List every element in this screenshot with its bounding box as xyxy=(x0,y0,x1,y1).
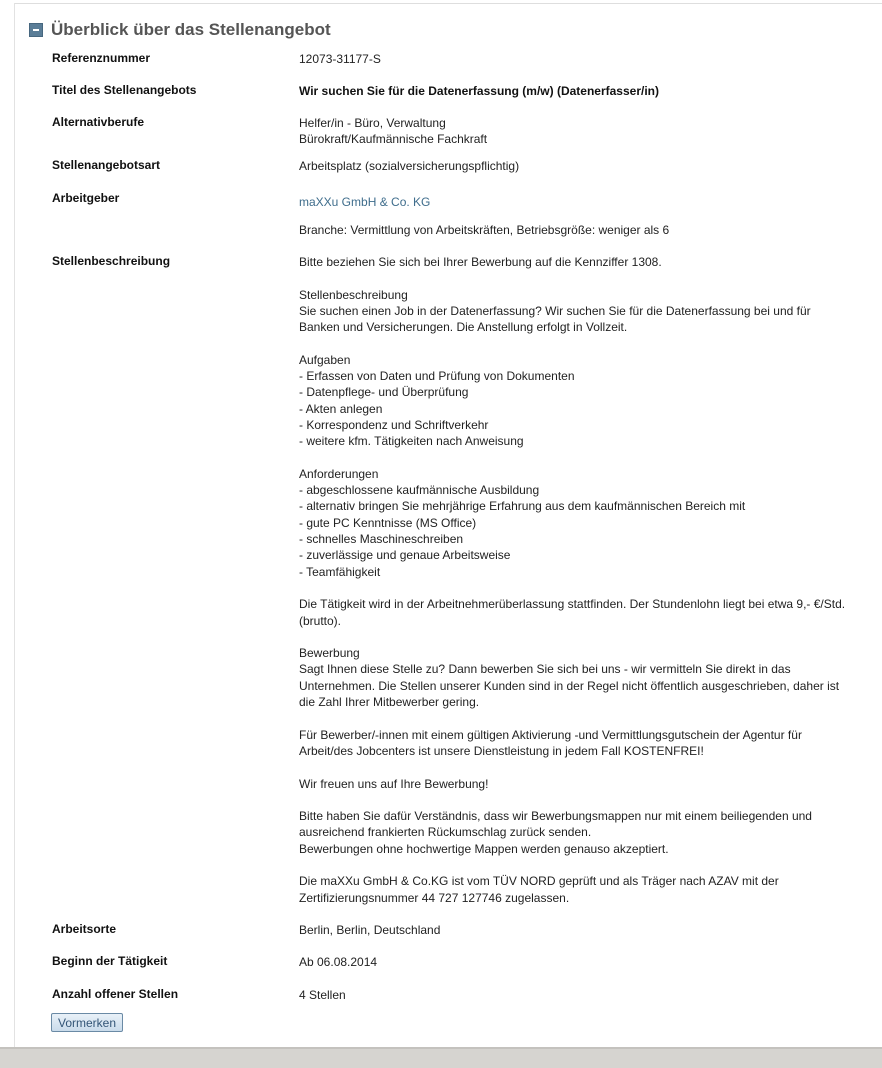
description-line: - weitere kfm. Tätigkeiten nach Anweisung xyxy=(299,434,524,449)
description-line: Für Bewerber/-innen mit einem gültigen Aktivierung -und Vermittlungsgutschein der Agentur für xyxy=(299,727,802,742)
description-paragraph xyxy=(299,352,869,450)
description-line: Banken und Versicherungen. Die Anstellung erfolgt in Vollzeit. xyxy=(299,320,628,335)
bottom-bar xyxy=(0,1047,882,1068)
description-line: Unternehmen. Die Stellen unserer Kunden sind in der Regel nicht öffentlich ausgeschrieben, daher ist xyxy=(299,678,840,693)
label-offer-type: Stellenangebotsart xyxy=(52,158,161,172)
description-line: Bewerbungen ohne hochwertige Mappen werden genauso akzeptiert. xyxy=(299,841,669,856)
label-start-date: Beginn der Tätigkeit xyxy=(52,954,168,968)
description-paragraph xyxy=(299,808,869,857)
description-line: (brutto). xyxy=(299,613,342,628)
description-line: Die maXXu GmbH & Co.KG ist vom TÜV NORD geprüft und als Träger nach AZAV mit der xyxy=(299,874,779,889)
alternative-job: Helfer/in - Büro, Verwaltung xyxy=(299,116,446,130)
alternative-job: Bürokraft/Kaufmännische Fachkraft xyxy=(299,132,488,147)
description-line: die Zahl Ihrer Mitbewerber gering. xyxy=(299,695,480,710)
description-line: ausreichend frankierten Rückumschlag zurück senden. xyxy=(299,825,592,840)
description-line: - Teamfähigkeit xyxy=(299,564,381,579)
value-employer-branch: Branche: Vermittlung von Arbeitskräften, Betriebsgröße: weniger als 6 xyxy=(299,223,670,237)
minus-square-icon[interactable] xyxy=(29,23,43,37)
description-line: - gute PC Kenntnisse (MS Office) xyxy=(299,515,477,530)
description-line: Aufgaben xyxy=(299,352,351,367)
description-line: Bitte haben Sie dafür Verständnis, dass wir Bewerbungsmappen nur mit einem beiliegenden und xyxy=(299,809,812,824)
value-description xyxy=(299,254,869,906)
description-paragraph xyxy=(299,254,869,270)
description-line: - Akten anlegen xyxy=(299,401,383,416)
description-paragraph xyxy=(299,776,869,792)
label-openings: Anzahl offener Stellen xyxy=(52,987,179,1001)
description-line: Wir freuen uns auf Ihre Bewerbung! xyxy=(299,776,489,791)
description-line: - Erfassen von Daten und Prüfung von Dokumenten xyxy=(299,369,575,384)
label-location: Arbeitsorte xyxy=(52,922,117,936)
description-line: - abgeschlossene kaufmännische Ausbildung xyxy=(299,483,540,498)
description-line: Anforderungen xyxy=(299,466,379,481)
label-employer: Arbeitgeber xyxy=(52,191,120,205)
description-line: Die Tätigkeit wird in der Arbeitnehmerüberlassung stattfinden. Der Stundenlohn liegt bei etwa 9,- €/Std. xyxy=(299,597,846,612)
section-title: Überblick über das Stellenangebot xyxy=(51,20,331,39)
description-line: - schnelles Maschineschreiben xyxy=(299,532,464,547)
description-line: Sie suchen einen Job in der Datenerfassung? Wir suchen Sie für die Datenerfassung bei und für xyxy=(299,303,811,318)
value-alternative-jobs xyxy=(299,115,869,148)
label-alternative-jobs: Alternativberufe xyxy=(52,115,145,129)
description-line: Bitte beziehen Sie sich bei Ihrer Bewerbung auf die Kennziffer 1308. xyxy=(299,255,662,269)
label-reference-number: Referenznummer xyxy=(52,51,151,65)
label-job-title: Titel des Stellenangebots xyxy=(52,83,197,97)
value-location: Berlin, Berlin, Deutschland xyxy=(299,923,441,937)
description-paragraph xyxy=(299,727,869,760)
bookmark-button[interactable]: Vormerken xyxy=(51,1013,123,1032)
description-line: Arbeit/des Jobcenters ist unsere Dienstleistung in jedem Fall KOSTENFREI! xyxy=(299,743,704,758)
description-paragraph xyxy=(299,873,869,906)
description-paragraph xyxy=(299,287,869,336)
description-line: Zertifizierungsnummer 44 727 127746 zugelassen. xyxy=(299,890,570,905)
description-paragraph xyxy=(299,645,869,710)
description-line: - Korrespondenz und Schriftverkehr xyxy=(299,417,489,432)
description-line: Sagt Ihnen diese Stelle zu? Dann bewerben Sie sich bei uns - wir vermitteln Sie direkt in das xyxy=(299,662,791,677)
description-line: Stellenbeschreibung xyxy=(299,287,408,302)
label-description: Stellenbeschreibung xyxy=(52,254,171,268)
value-offer-type: Arbeitsplatz (sozialversicherungspflichtig) xyxy=(299,159,520,173)
section-header xyxy=(29,20,331,40)
description-line: - Datenpflege- und Überprüfung xyxy=(299,385,469,400)
value-openings: 4 Stellen xyxy=(299,988,346,1002)
employer-link[interactable]: maXXu GmbH & Co. KG xyxy=(299,195,431,209)
description-paragraph xyxy=(299,466,869,580)
description-line: - alternativ bringen Sie mehrjährige Erfahrung aus dem kaufmännischen Bereich mit xyxy=(299,499,746,514)
value-start-date: Ab 06.08.2014 xyxy=(299,955,378,969)
value-job-title: Wir suchen Sie für die Datenerfassung (m/w) (Datenerfasser/in) xyxy=(299,84,659,98)
description-line: - zuverlässige und genaue Arbeitsweise xyxy=(299,548,511,563)
description-line: Bewerbung xyxy=(299,646,360,661)
value-reference-number: 12073-31177-S xyxy=(299,52,381,66)
description-paragraph xyxy=(299,596,869,629)
